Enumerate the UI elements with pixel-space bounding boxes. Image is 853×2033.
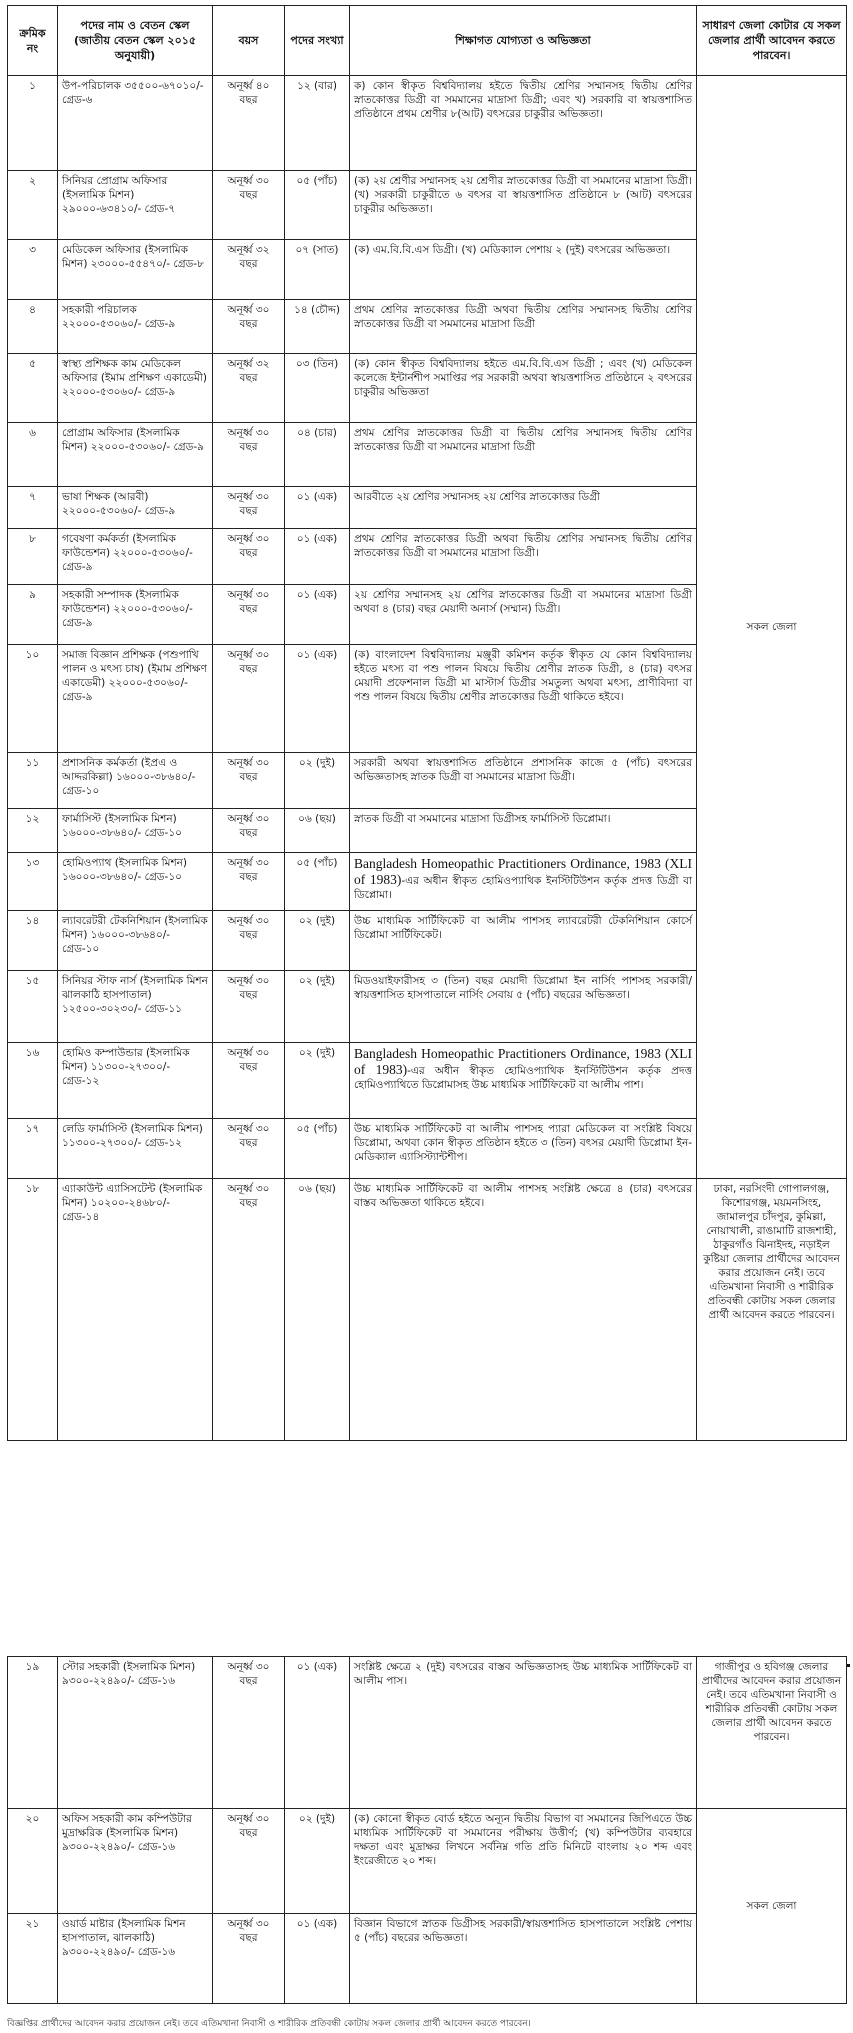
age-cell: অনূর্ধ্ব ৩০ বছর [213,645,285,753]
qualification-text: (ক) এম.বি.বি.এস ডিগ্রী। (খ) মেডিক্যাল পেশায় ২ (দুই) বৎসরের অভিজ্ঞতা। [354,244,671,256]
serial-cell: ১৫ [8,971,58,1043]
post-cell: সমাজ বিজ্ঞান প্রশিক্ষক (পশুপাখি পালন ও মৎস্য চাষ) (ইমাম প্রশিক্ষণ একাডেমী) ২২০০০-৫৩০৬০/- গ্রেড-৯ [58,645,213,753]
serial-cell: ৩ [8,240,58,300]
count-cell: ০৫ (পাঁচ) [285,1119,350,1179]
qualification-cell [350,300,697,354]
count-cell: ০৫ (পাঁচ) [285,171,350,240]
serial-cell: ১০ [8,645,58,753]
header-serial: ক্রমিক নং [8,6,58,76]
count-cell: ১২ (বার) [285,76,350,171]
post-cell: প্রশাসনিক কর্মকর্তা (ইপ্রএ ও আদ্দরকিল্লা) ১৬০০০-৩৮৬৪০/- গ্রেড-১০ [58,753,213,809]
header-row [8,6,847,76]
serial-cell: ৪ [8,300,58,354]
qualification-text: মিডওয়াইফারীসহ ৩ (তিন) বছর মেয়াদী ডিপ্লোমা ইন নার্সিং পাশসহ সরকারী/স্বায়ত্তশাসিত হাসপাতালে নার্সিং সেবায় ৫ (পাঁচ) বছরের অভিজ্ঞতা। [354,975,692,1001]
serial-cell: ১ [8,76,58,171]
qualification-cell [350,240,697,300]
qualification-cell [350,1657,697,1809]
serial-cell: ৮ [8,529,58,585]
qualification-text: (ক) ২য় শ্রেণীর সম্মানসহ ২য় শ্রেণীর স্নাতকোত্তর ডিগ্রী বা সমমানের মাদ্রাসা ডিগ্রী। (খ) সরকারী চাকুরীতে ৬ বৎসর বা স্বায়ত্তশাসিত প্রতিষ্ঠানে ৮ (আট) বৎসরের চাকুরীর অভিজ্ঞতা। [354,175,692,215]
qualification-cell [350,911,697,971]
age-cell: অনূর্ধ্ব ৩০ বছর [213,529,285,585]
post-cell: সহকারী পরিচালক ২২০০০-৫৩০৬০/- গ্রেড-৯ [58,300,213,354]
qualification-text: আরবীতে ২য় শ্রেণির সম্মানসহ ২য় শ্রেণির স্নাতকোত্তর ডিগ্রী [354,491,600,503]
count-cell: ০১ (এক) [285,1657,350,1809]
count-cell: ১৪ (চৌদ্দ) [285,300,350,354]
post-cell: ভাষা শিক্ষক (আরবী) ২২০০০-৫৩০৬০/- গ্রেড-৯ [58,487,213,529]
qualification-cell [350,753,697,809]
qualification-cell [350,423,697,487]
age-cell: অনূর্ধ্ব ৩০ বছর [213,171,285,240]
count-cell: ০১ (এক) [285,585,350,645]
qualification-text: স্নাতক ডিগ্রী বা সমমানের মাদ্রাসা ডিগ্রীসহ ফার্মাসিস্ট ডিপ্লোমা। [354,813,611,825]
count-cell: ০৬ (ছয়) [285,1179,350,1441]
count-cell: ০১ (এক) [285,645,350,753]
serial-cell: ১৯ [8,1657,58,1809]
qualification-text: সরকারী অথবা স্বায়ত্তশাসিত প্রতিষ্ঠানে প্রশাসনিক কাজে ৫ (পাঁচ) বৎসরের অভিজ্ঞতাসহ স্নাতক ডিগ্রী বা সমমানের মাদ্রাসা ডিগ্রী। [354,757,692,783]
age-cell: অনূর্ধ্ব ৩০ বছর [213,753,285,809]
qualification-text: (ক) কোনো স্বীকৃত বোর্ড হইতে অন্যূন দ্বিতীয় বিভাগ বা সমমানের জিপিএতে উচ্চ মাধ্যমিক সার্টিফিকেট বা সমমানের পরীক্ষায় উত্তীর্ণ; (খ) কম্পিউটার ব্যবহারে দক্ষতা এবং মুদ্রাক্ষর লিখনে সর্বনিম্ন গতি প্রতি মিনিটে বাংলায় ২০ শব্দ এবং ইংরেজীতে ২০ শব্দ। [354,1813,692,1867]
count-cell: ০১ (এক) [285,487,350,529]
qualification-text: বিজ্ঞান বিভাগে স্নাতক ডিগ্রীসহ সরকারী/স্বায়ত্তশাসিত হাসপাতালে সংশ্লিষ্ট পেশায় ৫ (পাঁচ) বছরের অভিজ্ঞতা। [354,1918,692,1944]
count-cell: ০৫ (পাঁচ) [285,853,350,911]
count-cell: ০২ (দুই) [285,971,350,1043]
table-row [8,76,847,171]
serial-cell: ৯ [8,585,58,645]
header-post: পদের নাম ও বেতন স্কেল (জাতীয় বেতন স্কেল ২০১৫ অনুযায়ী) [58,6,213,76]
header-count: পদের সংখ্যা [285,6,350,76]
qualification-cell [350,1043,697,1119]
age-cell: অনূর্ধ্ব ৩০ বছর [213,911,285,971]
qualification-text: -এর অধীন স্বীকৃত হোমিওপ্যাথিক ইনস্টিটিউশন কর্তৃক প্রদত্ত হোমিওপ্যাথিতে ডিপ্লোমাসহ উচ্চ মাধ্যমিক সার্টিফিকেট বা আলীম পাশ। [354,1065,692,1091]
age-cell: অনূর্ধ্ব ৩০ বছর [213,1914,285,2004]
age-cell: অনূর্ধ্ব ৩০ বছর [213,1809,285,1914]
age-cell: অনূর্ধ্ব ৩০ বছর [213,423,285,487]
qualification-cell [350,645,697,753]
age-cell: অনূর্ধ্ব ৩০ বছর [213,971,285,1043]
table-row [8,1179,847,1441]
age-cell: অনূর্ধ্ব ৩০ বছর [213,585,285,645]
post-cell: ফার্মাসিস্ট (ইসলামিক মিশন) ১৬০০০-৩৮৬৪০/- গ্রেড-১০ [58,809,213,853]
header-age: বয়স [213,6,285,76]
post-cell: ওয়ার্ড মাষ্টার (ইসলামিক মিশন হাসপাতাল, ঝালকাঠি) ৯৩০০-২২৪৯০/- গ্রেড-১৬ [58,1914,213,2004]
serial-cell: ৭ [8,487,58,529]
qualification-cell [350,354,697,423]
header-qualification: শিক্ষাগত যোগ্যতা ও অভিজ্ঞতা [350,6,697,76]
qualification-ordinance: Bangladesh Homeopathic Practitioners Ordinance, 1983 (XLI of 1983) [354,1046,692,1077]
post-cell: গবেষণা কর্মকর্তা (ইসলামিক ফাউন্ডেশন) ২২০০০-৫৩০৬০/- গ্রেড-৯ [58,529,213,585]
serial-cell: ১৭ [8,1119,58,1179]
count-cell: ০২ (দুই) [285,911,350,971]
serial-cell: ২১ [8,1914,58,2004]
count-cell: ০২ (দুই) [285,1809,350,1914]
serial-cell: ১৬ [8,1043,58,1119]
age-cell: অনূর্ধ্ব ৩২ বছর [213,354,285,423]
count-cell: ০২ (দুই) [285,1043,350,1119]
qualification-ordinance: Bangladesh Homeopathic Practitioners Ordinance, 1983 (XLI of 1983) [354,856,692,887]
qualification-cell [350,529,697,585]
job-table-main [7,5,847,1441]
serial-cell: ১৩ [8,853,58,911]
count-cell: ০৭ (সাত) [285,240,350,300]
quota-cell-all-districts: সকল জেলা [697,76,847,1179]
qualification-cell [350,853,697,911]
post-cell: সহকারী সম্পাদক (ইসলামিক ফাউন্ডেশন) ২২০০০-৫৩০৬০/- গ্রেড-৯ [58,585,213,645]
qualification-cell [350,171,697,240]
header-quota: সাধারণ জেলা কোটার যে সকল জেলার প্রার্থী আবেদন করতে পারবেন। [697,6,847,76]
quota-cell-restricted: ঢাকা, নরসিংদী গোপালগঞ্জ, কিশোরগঞ্জ, ময়মনসিংহ, জামালপুর চাঁদপুর, কুমিল্লা, নোয়াখালী, রাঙামাটি রাজশাহী, ঠাকুরগাঁও ঝিনাইদহ, নড়াইল কুষ্টিয়া জেলার প্রার্থীদের আবেদন করার প্রয়োজন নেই। তবে এতিমখানা নিবাসী ও শারীরিক প্রতিবন্ধী কোটায় সকল জেলার প্রার্থী আবেদন করতে পারবেন। [697,1179,847,1441]
qualification-text: ২য় শ্রেণির সম্মানসহ ২য় শ্রেণির স্নাতকোত্তর ডিগ্রী বা সমমানের মাদ্রাসা ডিগ্রী অথবা ৪ (চার) বছর মেয়াদী অনার্স (সম্মান) ডিগ্রী। [354,589,692,615]
post-cell: প্রোগ্রাম অফিসার (ইসলামিক মিশন) ২২০০০-৫৩০৬০/- গ্রেড-৯ [58,423,213,487]
qualification-cell [350,1914,697,2004]
serial-cell: ১২ [8,809,58,853]
serial-cell: ১৪ [8,911,58,971]
count-cell: ০৬ (ছয়) [285,809,350,853]
age-cell: অনূর্ধ্ব ৩০ বছর [213,1657,285,1809]
qualification-cell [350,585,697,645]
count-cell: ০১ (এক) [285,529,350,585]
qualification-text: উচ্চ মাধ্যমিক সার্টিফিকেট বা আলীম পাশসহ সংশ্লিষ্ট ক্ষেত্রে ৪ (চার) বৎসরের বাস্তব অভিজ্ঞতা থাকিতে হইবে। [354,1183,692,1209]
qualification-cell [350,971,697,1043]
count-cell: ০৩ (তিন) [285,354,350,423]
footer-text: বিজ্ঞপ্তির প্রার্থীদের আবেদন করার প্রয়োজন নেই। তবে এতিমখানা নিবাসী ও শারীরিক প্রতিবন্ধী কোটায় সকল জেলার প্রার্থী আবেদন করতে পারবেন। [7,2019,531,2029]
post-cell: সিনিয়র প্রোগ্রাম অফিসার (ইসলামিক মিশন) ২৯০০০-৬৩৪১০/- গ্রেড-৭ [58,171,213,240]
serial-cell: ৫ [8,354,58,423]
serial-cell: ৬ [8,423,58,487]
qualification-cell [350,487,697,529]
serial-cell: ২০ [8,1809,58,1914]
serial-cell: ১১ [8,753,58,809]
age-cell: অনূর্ধ্ব ৩০ বছর [213,809,285,853]
table-row [8,1809,847,1914]
qualification-text: (ক) বাংলাদেশ বিশ্ববিদ্যালয় মঞ্জুরী কমিশন কর্তৃক স্বীকৃত যে কোন বিশ্ববিদ্যালয় হইতে মৎস্য বা পশু পালন বিষয়ে দ্বিতীয় শ্রেণীর স্নাতক ডিগ্রী, ৪ (চার) বৎসর মেয়াদী প্রফেশনাল ডিগ্রী মা মাস্টার্স ডিগ্রীর সমতুল্য অথবা মৎস্য, প্রাণীবিদ্যা বা পশু পালন বিষয়ে দ্বিতীয় শ্রেণীর স্নাতকোত্তর ডিগ্রী থাকিতে হইবে। [354,649,692,703]
qualification-cell [350,809,697,853]
qualification-text: প্রথম শ্রেণির স্নাতকোত্তর ডিগ্রী অথবা দ্বিতীয় শ্রেণির সম্মানসহ দ্বিতীয় শ্রেণির স্নাতকোত্তর ডিগ্রী বা সমমানের মাদ্রাসা ডিগ্রী। [354,533,692,559]
qualification-cell [350,1809,697,1914]
age-cell: অনূর্ধ্ব ৪০ বছর [213,76,285,171]
post-cell: লেডি ফার্মাসিস্ট (ইসলামিক মিশন) ১১৩০০-২৭৩০০/- গ্রেড-১২ [58,1119,213,1179]
post-cell: এ্যাকাউন্ট এ্যাসিসটেন্ট (ইসলামিক মিশন) ১০২০০-২৪৬৮০/- গ্রেড-১৪ [58,1179,213,1441]
age-cell: অনূর্ধ্ব ৩০ বছর [213,853,285,911]
serial-cell: ১৮ [8,1179,58,1441]
age-cell: অনূর্ধ্ব ৩০ বছর [213,1179,285,1441]
age-cell: অনূর্ধ্ব ৩০ বছর [213,1119,285,1179]
count-cell: ০১ (এক) [285,1914,350,2004]
age-cell: অনূর্ধ্ব ৩২ বছর [213,240,285,300]
qualification-text: সংশ্লিষ্ট ক্ষেত্রে ২ (দুই) বৎসরের বাস্তব অভিজ্ঞতাসহ উচ্চ মাধ্যমিক সার্টিফিকেট বা আলীম পাস। [354,1661,692,1687]
qualification-text: প্রথম শ্রেণির স্নাতকোত্তর ডিগ্রী অথবা দ্বিতীয় শ্রেণির সম্মানসহ দ্বিতীয় শ্রেণির স্নাতকোত্তর ডিগ্রী বা সমমানের মাদ্রাসা ডিগ্রী [354,304,692,330]
quota-cell-restricted-2: গাজীপুর ও হবিগঞ্জ জেলার প্রার্থীদের আবেদন করার প্রয়োজন নেই। তবে এতিমখানা নিবাসী ও শারীরিক প্রতিবন্ধী কোটায় সকল জেলার প্রার্থী আবেদন করতে পারবেন। [697,1657,847,1809]
qualification-text: (ক) কোন স্বীকৃত বিশ্ববিদ্যালয় হইতে এম.বি.বি.এস ডিগ্রী ; এবং (খ) মেডিকেল কলেজে ইন্টার্নশীপ সমাপ্তির পর সরকারী অথবা স্বায়ত্তশাসিত প্রতিষ্ঠানে ২ বৎসরের চাকুরীর অভিজ্ঞতা [354,358,692,398]
post-cell: সিনিয়র স্টাফ নার্স (ইসলামিক মিশন ঝালকাঠি হাসপাতাল) ১২৫০০-৩০২৩০/- গ্রেড-১১ [58,971,213,1043]
qualification-text: -এর অধীন স্বীকৃত হোমিওপ্যাথিক ইনস্টিটিউশন কর্তৃক প্রদত্ত ডিগ্রী বা ডিপ্লোমা। [354,875,692,901]
age-cell: অনূর্ধ্ব ৩০ বছর [213,487,285,529]
bullet-mark [847,1664,850,1667]
serial-cell: ২ [8,171,58,240]
post-cell: হোমিও কম্পাউন্ডার (ইসলামিক মিশন) ১১৩০০-২৭৩০০/- গ্রেড-১২ [58,1043,213,1119]
count-cell: ০৪ (চার) [285,423,350,487]
job-table-continued [7,1656,847,2004]
qualification-cell [350,76,697,171]
post-cell: অফিস সহকারী কাম কম্পিউটার মুদ্রাক্ষরিক (ইসলামিক মিশন) ৯৩০০-২২৪৯০/- গ্রেড-১৬ [58,1809,213,1914]
post-cell: উপ-পরিচালক ৩৫৫০০-৬৭০১০/- গ্রেড-৬ [58,76,213,171]
post-cell: স্টোর সহকারী (ইসলামিক মিশন) ৯৩০০-২২৪৯০/- গ্রেড-১৬ [58,1657,213,1809]
qualification-cell [350,1179,697,1441]
qualification-text: উচ্চ মাধ্যমিক সার্টিফিকেট বা আলীম পাশসহ প্যারা মেডিকেল বা সংশ্লিষ্ট বিষয়ে ডিপ্লোমা, অথবা কোন স্বীকৃত প্রতিষ্ঠান হইতে ৩ (তিন) বৎসর মেয়াদী ডিপ্লোমা ইন-মেডিক্যাল এ্যাসিস্ট্যান্টশীপ। [354,1123,692,1163]
post-cell: হোমিওপ্যাথ (ইসলামিক মিশন) ১৬০০০-৩৮৬৪০/- গ্রেড-১০ [58,853,213,911]
qualification-text: প্রথম শ্রেণির স্নাতকোত্তর ডিগ্রী বা দ্বিতীয় শ্রেণির সম্মানসহ দ্বিতীয় শ্রেণির স্নাতকোত্তর ডিগ্রী বা সমমানের মাদ্রাসা ডিগ্রী [354,427,692,453]
age-cell: অনূর্ধ্ব ৩০ বছর [213,300,285,354]
post-cell: মেডিকেল অফিসার (ইসলামিক মিশন) ২৩০০০-৫৫৪৭০/- গ্রেড-৮ [58,240,213,300]
count-cell: ০২ (দুই) [285,753,350,809]
post-cell: ল্যাবরেটরী টেকনিশিয়ান (ইসলামিক মিশন) ১৬০০০-৩৮৬৪০/- গ্রেড-১০ [58,911,213,971]
age-cell: অনূর্ধ্ব ৩০ বছর [213,1043,285,1119]
quota-cell-all-districts-2: সকল জেলা [697,1809,847,2004]
qualification-text: ক) কোন স্বীকৃত বিশ্ববিদ্যালয় হইতে দ্বিতীয় শ্রেণির সম্মানসহ দ্বিতীয় শ্রেণির স্নাতকোত্তর ডিগ্রী বা সমমানের মাদ্রাসা ডিগ্রী; এবং খ) সরকারি বা স্বায়ত্তশাসিত প্রতিষ্ঠানে প্রথম শ্রেণীর ৮(আট) বৎসরের চাকুরীর অভিজ্ঞতা। [354,80,692,120]
post-cell: স্বাস্থ্য প্রশিক্ষক কাম মেডিকেল অফিসার (ইমাম প্রশিক্ষণ একাডেমী) ২২০০০-৫৩০৬০/- গ্রেড-৯ [58,354,213,423]
qualification-text: উচ্চ মাধ্যমিক সার্টিফিকেট বা আলীম পাশসহ ল্যাবরেটরী টেকনিশিয়ান কোর্সে ডিপ্লোমা সার্টিফিকেট। [354,915,692,941]
qualification-cell [350,1119,697,1179]
table-row [8,1657,847,1809]
